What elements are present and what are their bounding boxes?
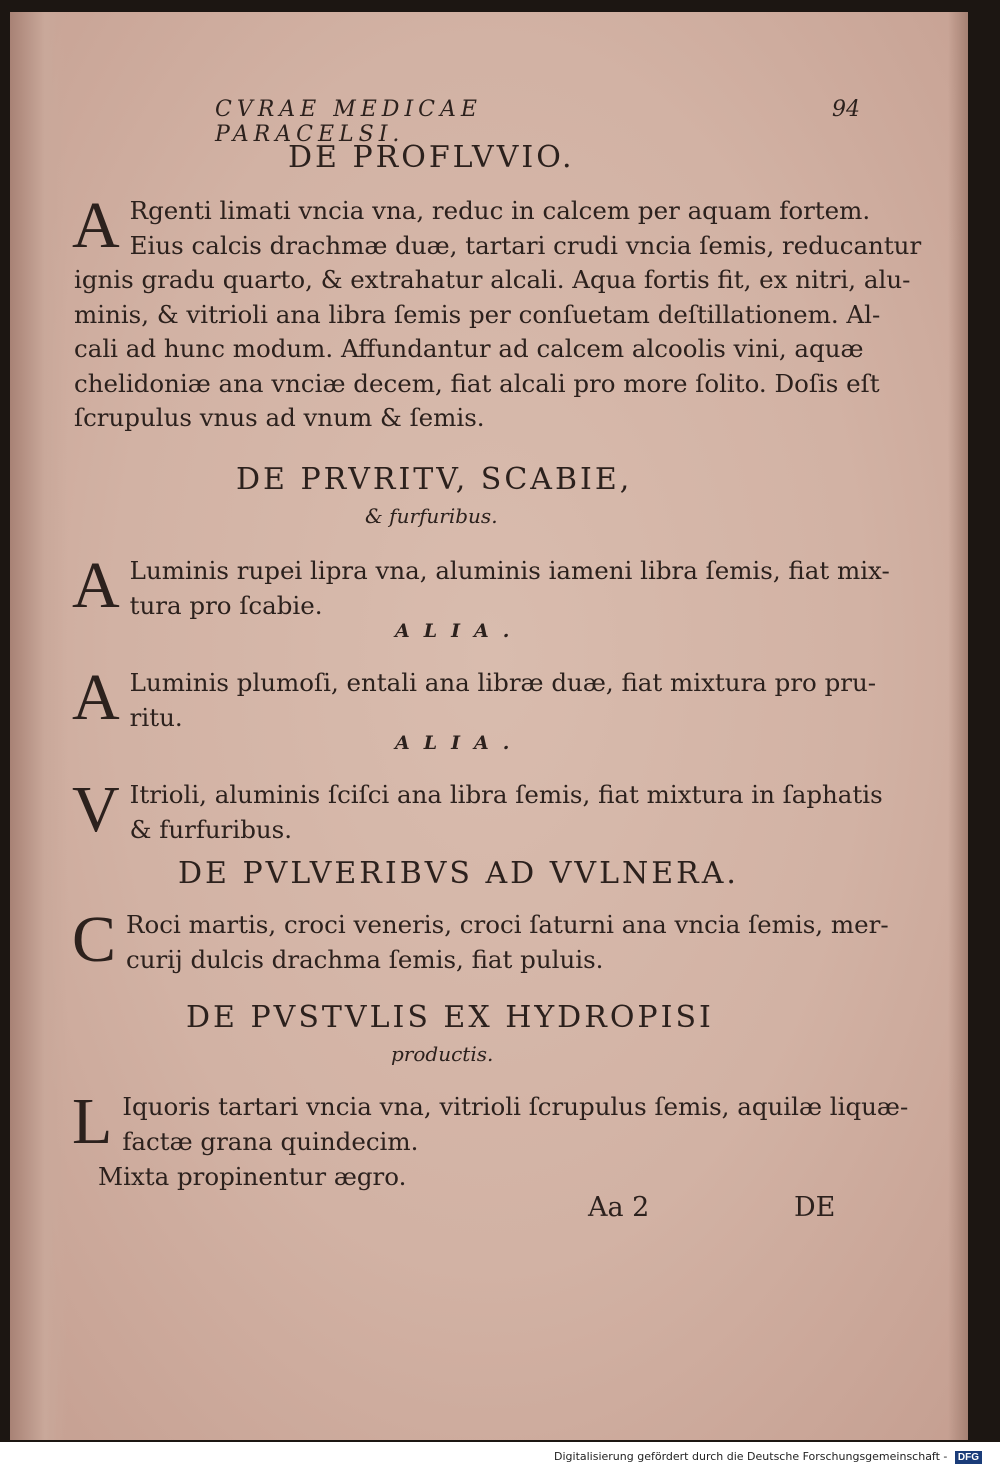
paragraph bbox=[72, 903, 889, 977]
section-heading: DE PROFLVVIO. bbox=[288, 140, 575, 175]
text-line: ignis gradu quarto, & extrahatur alcali. Aqua fortis fit, ex nitri, alu- bbox=[74, 265, 911, 294]
catchword: DE bbox=[794, 1192, 836, 1223]
signature-mark: Aa 2 bbox=[588, 1192, 650, 1223]
paragraph bbox=[72, 1085, 909, 1159]
paragraph bbox=[72, 189, 922, 436]
drop-capital: C bbox=[72, 903, 117, 976]
text-line: minis, & vitrioli ana libra ſemis per conſuetam deſtillationem. Al- bbox=[74, 299, 881, 329]
drop-capital: L bbox=[72, 1085, 113, 1158]
paragraph bbox=[72, 661, 877, 735]
text-line: curij dulcis drachma ſemis, fiat puluis. bbox=[126, 944, 604, 974]
section-subheading: & furfuribus. bbox=[365, 504, 498, 528]
text-line: cali ad hunc modum. Affundantur ad calcem alcoolis vini, aquæ bbox=[74, 334, 864, 363]
book-page bbox=[10, 12, 968, 1440]
text-line: ritu. bbox=[129, 702, 183, 732]
drop-capital: V bbox=[72, 773, 120, 846]
drop-capital: A bbox=[72, 189, 120, 262]
digitization-credit bbox=[554, 1450, 982, 1464]
section-subheading: productis. bbox=[391, 1042, 494, 1066]
section-heading: DE PRVRITV, SCABIE, bbox=[236, 462, 633, 497]
text-line: Iquoris tartari vncia vna, vitrioli ſcrupulus ſemis, aquilæ liquæ- bbox=[122, 1092, 909, 1121]
text-line: Luminis rupei lipra vna, aluminis iameni libra ſemis, fiat mix- bbox=[129, 556, 890, 585]
page-edge-shadow bbox=[948, 12, 968, 1440]
section-heading: DE PVSTVLIS EX HYDROPISI bbox=[186, 1000, 714, 1035]
alia-heading: ALIA. bbox=[395, 620, 524, 642]
text-line: & furfuribus. bbox=[129, 814, 293, 844]
running-head: CVRAE MEDICAE PARACELSI. bbox=[215, 97, 482, 147]
text-line: Roci martis, croci veneris, croci ſaturni ana vncia ſemis, mer- bbox=[126, 910, 889, 939]
text-line: Rgenti limati vncia vna, reduc in calcem per aquam fortem. bbox=[129, 196, 871, 225]
paragraph bbox=[98, 1160, 884, 1195]
text-line: ſcrupulus vnus ad vnum & ſemis. bbox=[74, 403, 485, 432]
page-gutter-shadow bbox=[10, 12, 68, 1440]
page-number: 94 bbox=[832, 97, 860, 122]
drop-capital: A bbox=[72, 661, 120, 734]
text-line: factæ grana quindecim. bbox=[122, 1126, 419, 1156]
text-line: Itrioli, aluminis ſciſci ana libra ſemis, fiat mixtura in ſaphatis bbox=[129, 780, 883, 809]
text-line: Mixta propinentur ægro. bbox=[98, 1162, 407, 1191]
text-line: Luminis plumoſi, entali ana libræ duæ, fiat mixtura pro pru- bbox=[129, 668, 877, 697]
paragraph bbox=[72, 549, 890, 623]
text-line: tura pro ſcabie. bbox=[129, 590, 323, 620]
text-line: Eius calcis drachmæ duæ, tartari crudi vncia ſemis, reducantur bbox=[129, 230, 922, 260]
dfg-logo: DFG bbox=[955, 1451, 982, 1464]
drop-capital: A bbox=[72, 549, 120, 622]
credit-text: Digitalisierung gefördert durch die Deutsche Forschungsgemeinschaft - bbox=[554, 1450, 948, 1463]
text-line: chelidoniæ ana vnciæ decem, fiat alcali pro more ſolito. Doſis eſt bbox=[74, 368, 880, 398]
paragraph bbox=[72, 773, 883, 847]
alia-heading: ALIA. bbox=[395, 732, 524, 754]
section-heading: DE PVLVERIBVS AD VVLNERA. bbox=[178, 856, 739, 891]
